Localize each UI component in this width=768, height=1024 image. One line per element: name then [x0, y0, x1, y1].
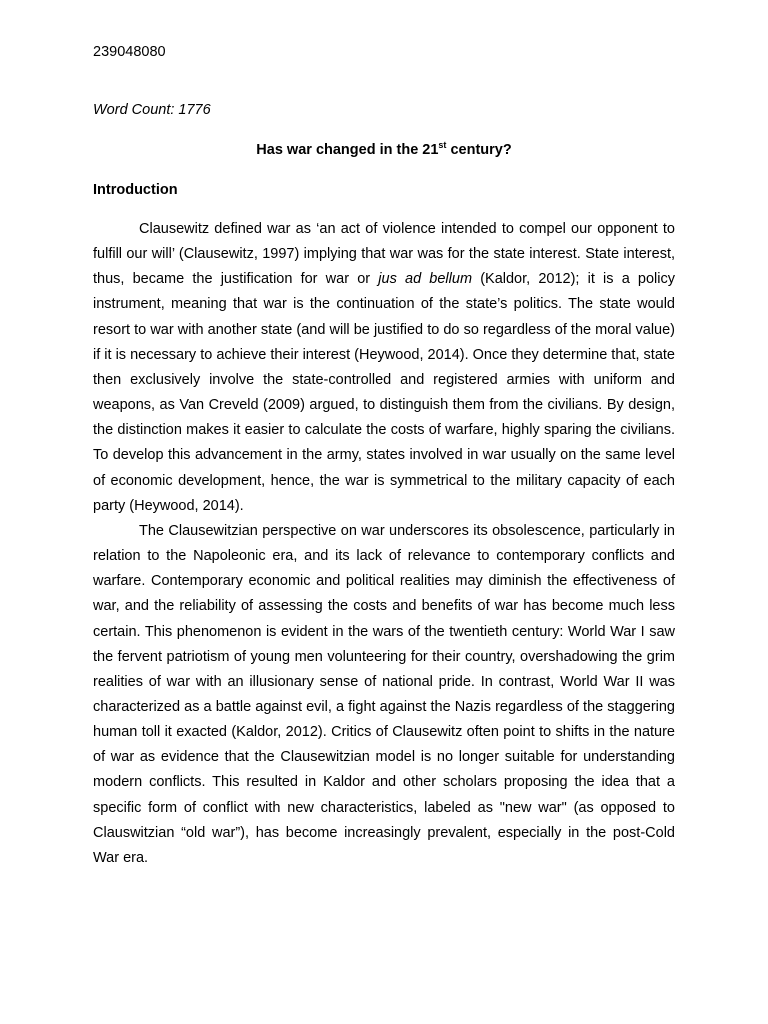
paragraph-1 — [93, 217, 675, 519]
paragraph-2: The Clausewitzian perspective on war underscores its obsolescence, particularly in relation to the Napoleonic era, and its lack of relevance to contemporary conflicts and warfare. Contemporary economic and political realities may diminish the effectiveness of war, and the reliability of assessing the costs and benefits of war has become much less certain. This phenomenon is evident in the wars of the twentieth century: World War I saw the fervent patriotism of young men volunteering for their country, overshadowing the grim realities of war with an illusionary sense of national pride. In contrast, World War II was characterized as a battle against evil, a fight against the Nazis regardless of the staggering human toll it exacted (Kaldor, 2012). Critics of Clausewitz often point to shifts in the nature of war as evidence that the Clausewitzian model is no longer suitable for understanding modern conflicts. This resulted in Kaldor and other scholars proposing the idea that a specific form of conflict with new characteristics, labeled as "new war" (as opposed to Clauswitzian “old war”), has become increasingly prevalent, especially in the post-Cold War era. — [93, 522, 675, 866]
paragraph-1-italic-term: jus ad bellum — [378, 271, 473, 288]
student-id: 239048080 — [93, 44, 166, 60]
paragraph-1-text-b: (Kaldor, 2012); it is a policy instrument, meaning that war is the continuation of the state’s politics. The state would resort to war with another state (and will be justified to do so regardless of the moral value) if it is necessary to achieve their interest (Heywood, 2014). Once they determine that, state then exclusively involve the state-controlled and registered armies with uniform and weapons, as Van Creveld (2009) argued, to distinguish them from the civilians. By design, the distinction makes it easier to calculate the costs of warfare, highly sparing the civilians. To develop this advancement in the army, states involved in war usually on the same level of economic development, hence, the war is symmetrical to the military capacity of each party (Heywood, 2014). — [93, 271, 676, 514]
title-text-end: century? — [446, 142, 512, 158]
title-superscript: st — [438, 140, 447, 151]
section-heading-introduction: Introduction — [93, 182, 178, 198]
document-title — [93, 141, 675, 159]
paragraph-1-text-a: Clausewitz defined war as ‘an act of violence intended to compel our opponent to fulfill our will’ (Clausewitz, 1997) implying that war was for the state interest. State interest, thus, became the justification for war or — [93, 221, 675, 288]
body-text — [93, 217, 675, 871]
title-text-main: Has war changed in the 21 — [256, 142, 439, 158]
word-count: Word Count: 1776 — [93, 102, 211, 118]
